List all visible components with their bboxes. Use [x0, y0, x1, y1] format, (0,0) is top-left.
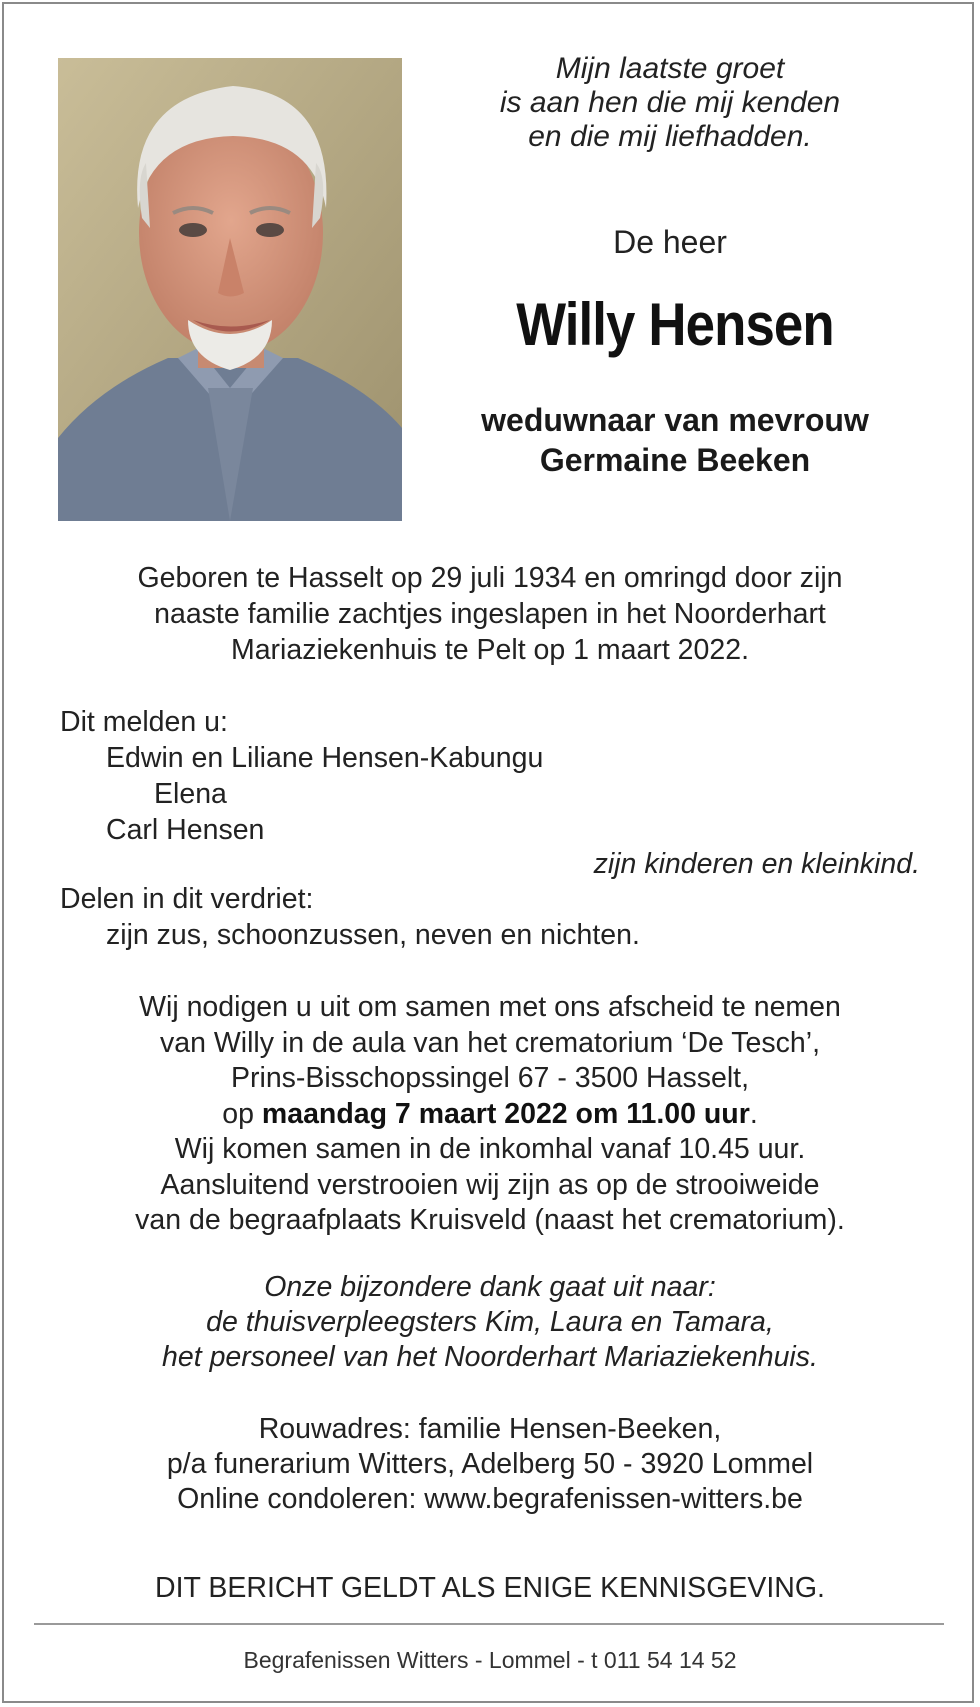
- invite-date-suffix: .: [749, 1097, 758, 1130]
- family-member: Carl Hensen: [106, 814, 265, 846]
- poem-line: is aan hen die mij kenden: [499, 86, 841, 119]
- thanks-line: het personeel van het Noorderhart Mariaziekenhuis.: [162, 1341, 818, 1373]
- deceased-name: Willy Hensen: [516, 291, 834, 358]
- invite-line: van Willy in de aula van het crematorium ‘De Tesch’,: [159, 1026, 820, 1059]
- invite-date-prefix: op: [222, 1097, 262, 1130]
- portrait-photo: [58, 58, 402, 521]
- thanks-line: de thuisverpleegsters Kim, Laura en Tamara,: [206, 1306, 774, 1338]
- announce-heading: Dit melden u:: [60, 706, 228, 738]
- invite-line: Wij nodigen u uit om samen met ons afscheid te nemen: [139, 991, 841, 1023]
- address-line: Rouwadres: familie Hensen-Beeken,: [258, 1413, 722, 1445]
- official-notice: DIT BERICHT GELDT ALS ENIGE KENNISGEVING.: [155, 1572, 825, 1604]
- ceremony-invitation: [40, 990, 940, 1239]
- family-relation: zijn kinderen en kleinkind.: [593, 848, 920, 880]
- widow-line: Germaine Beeken: [539, 442, 811, 478]
- invite-line: van de begraafplaats Kruisveld (naast het crematorium).: [135, 1204, 845, 1236]
- ceremony-datetime: maandag 7 maart 2022 om 11.00 uur: [261, 1097, 750, 1130]
- born-line: Mariaziekenhuis te Pelt op 1 maart 2022.: [230, 634, 750, 666]
- mourning-address: [40, 1412, 940, 1517]
- invite-line: Wij komen samen in de inkomhal vanaf 10.45 uur.: [174, 1133, 806, 1165]
- condolence-link[interactable]: Online condoleren: www.begrafenissen-witters.be: [177, 1483, 803, 1515]
- invite-line: Prins-Bisschopssingel 67 - 3500 Hasselt,: [231, 1062, 749, 1094]
- family-member: Elena: [154, 778, 227, 810]
- invite-line: Aansluitend verstrooien wij zijn as op de strooiweide: [160, 1168, 820, 1201]
- widower-of: [430, 400, 920, 480]
- share-heading: Delen in dit verdriet:: [60, 883, 314, 915]
- honorific: De heer: [613, 224, 727, 260]
- poem: [460, 52, 880, 154]
- thanks-paragraph: [40, 1270, 940, 1375]
- born-line: naaste familie zachtjes ingeslapen in het Noorderhart: [154, 598, 826, 630]
- footer-divider: [34, 1623, 944, 1625]
- birth-death-paragraph: [40, 560, 940, 668]
- poem-line: en die mij liefhadden.: [528, 120, 812, 153]
- born-line: Geboren te Hasselt op 29 juli 1934 en omringd door zijn: [137, 562, 843, 594]
- family-member: Edwin en Liliane Hensen-Kabungu: [106, 742, 544, 774]
- address-line: p/a funerarium Witters, Adelberg 50 - 3920 Lommel: [166, 1448, 814, 1480]
- invite-date-line: [40, 1097, 940, 1133]
- footer-undertaker: Begrafenissen Witters - Lommel - t 011 54 14 52: [243, 1647, 737, 1673]
- poem-line: Mijn laatste groet: [555, 52, 785, 85]
- thanks-line: Onze bijzondere dank gaat uit naar:: [264, 1271, 716, 1303]
- share-text: zijn zus, schoonzussen, neven en nichten.: [106, 919, 640, 951]
- widow-line: weduwnaar van mevrouw: [481, 402, 869, 438]
